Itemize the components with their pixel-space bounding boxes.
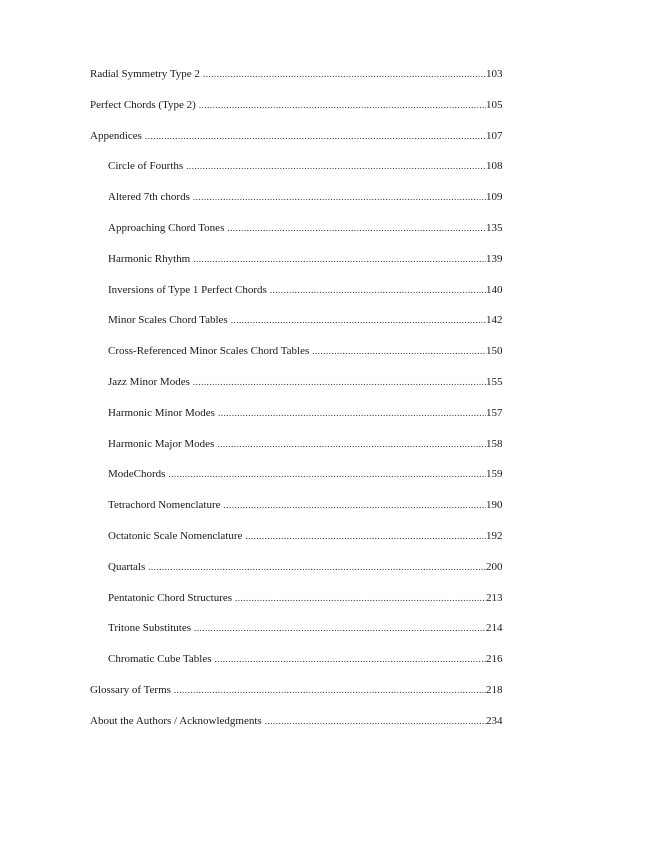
toc-entry-title: ModeChords bbox=[108, 468, 166, 481]
toc-entry-title: Radial Symmetry Type 2 bbox=[90, 68, 200, 80]
toc-entry-page-number: 218 bbox=[486, 683, 503, 696]
toc-entry-radial-symmetry-type-2 bbox=[0, 62, 648, 93]
toc-entry-title: Harmonic Major Modes bbox=[108, 437, 215, 450]
toc-entry-page-number: 158 bbox=[486, 437, 503, 450]
dot-leader bbox=[168, 467, 486, 481]
toc-entry-harmonic-major-modes bbox=[0, 432, 648, 463]
toc-entry-page-number: 140 bbox=[486, 283, 503, 296]
dot-leader bbox=[217, 437, 486, 451]
toc-entry-octatonic-scale-nomenclature bbox=[0, 524, 648, 555]
toc-entry-title: About the Authors / Acknowledgments bbox=[90, 714, 262, 727]
toc-entry-page-number: 214 bbox=[486, 622, 503, 635]
toc-entry-page-number: 103 bbox=[486, 68, 503, 80]
toc-entry-title: Appendices bbox=[90, 129, 142, 142]
toc-entry-page-number: 216 bbox=[486, 653, 503, 666]
toc-entry-page-number: 190 bbox=[486, 499, 503, 512]
dot-leader bbox=[215, 652, 486, 666]
toc-entry-title: Tetrachord Nomenclature bbox=[108, 499, 221, 512]
toc-entry-page-number: 150 bbox=[486, 345, 503, 358]
toc-entry-page-number: 105 bbox=[486, 98, 503, 111]
toc-entry-about-the-authors-acknowledgments bbox=[0, 709, 648, 740]
toc-entry-page-number: 234 bbox=[486, 714, 503, 727]
table-of-contents bbox=[0, 62, 648, 740]
toc-entry-title: Harmonic Rhythm bbox=[108, 252, 191, 265]
dot-leader bbox=[193, 190, 486, 204]
toc-entry-perfect-chords-type-2 bbox=[0, 93, 648, 124]
dot-leader bbox=[270, 283, 486, 297]
toc-entry-appendices bbox=[0, 124, 648, 155]
toc-entry-page-number: 108 bbox=[486, 160, 503, 173]
dot-leader bbox=[231, 313, 486, 327]
toc-entry-harmonic-rhythm bbox=[0, 247, 648, 278]
toc-entry-title: Perfect Chords (Type 2) bbox=[90, 98, 196, 111]
toc-entry-tritone-substitutes bbox=[0, 616, 648, 647]
toc-entry-title: Harmonic Minor Modes bbox=[108, 406, 215, 419]
dot-leader bbox=[193, 252, 486, 266]
toc-entry-title: Tritone Substitutes bbox=[108, 622, 192, 635]
toc-entry-title: Quartals bbox=[108, 560, 146, 573]
toc-entry-page-number: 213 bbox=[486, 591, 503, 604]
toc-entry-page-number: 135 bbox=[486, 221, 503, 234]
toc-entry-glossary-of-terms bbox=[0, 678, 648, 709]
toc-entry-title: Circle of Fourths bbox=[108, 160, 184, 173]
toc-entry-title: Jazz Minor Modes bbox=[108, 375, 190, 388]
dot-leader bbox=[174, 683, 486, 697]
toc-entry-pentatonic-chord-structures bbox=[0, 586, 648, 617]
toc-entry-tetrachord-nomenclature bbox=[0, 493, 648, 524]
dot-leader bbox=[193, 375, 486, 389]
toc-entry-title: Altered 7th chords bbox=[108, 191, 190, 204]
toc-entry-title: Inversions of Type 1 Perfect Chords bbox=[108, 283, 267, 296]
toc-entry-page-number: 155 bbox=[486, 375, 503, 388]
dot-leader bbox=[203, 67, 486, 81]
toc-entry-page-number: 157 bbox=[486, 406, 503, 419]
dot-leader bbox=[145, 129, 486, 143]
dot-leader bbox=[199, 98, 486, 112]
dot-leader bbox=[148, 560, 486, 574]
toc-entry-page-number: 107 bbox=[486, 129, 503, 142]
dot-leader bbox=[227, 221, 486, 235]
toc-entry-page-number: 159 bbox=[486, 468, 503, 481]
dot-leader bbox=[265, 714, 486, 728]
dot-leader bbox=[224, 498, 486, 512]
toc-entry-altered-7th-chords bbox=[0, 185, 648, 216]
dot-leader bbox=[312, 344, 486, 358]
toc-entry-modechords bbox=[0, 462, 648, 493]
dot-leader bbox=[194, 621, 486, 635]
toc-entry-page-number: 139 bbox=[486, 252, 503, 265]
toc-entry-page-number: 109 bbox=[486, 191, 503, 204]
toc-entry-inversions-of-type-1-perfect-chords bbox=[0, 278, 648, 309]
toc-entry-minor-scales-chord-tables bbox=[0, 308, 648, 339]
toc-entry-harmonic-minor-modes bbox=[0, 401, 648, 432]
toc-entry-title: Octatonic Scale Nomenclature bbox=[108, 529, 243, 542]
toc-entry-title: Minor Scales Chord Tables bbox=[108, 314, 228, 327]
dot-leader bbox=[186, 159, 486, 173]
toc-entry-page-number: 192 bbox=[486, 529, 503, 542]
toc-entry-title: Chromatic Cube Tables bbox=[108, 653, 212, 666]
dot-leader bbox=[235, 591, 486, 605]
toc-entry-approaching-chord-tones bbox=[0, 216, 648, 247]
toc-entry-page-number: 142 bbox=[486, 314, 503, 327]
toc-entry-page-number: 200 bbox=[486, 560, 503, 573]
toc-entry-title: Approaching Chord Tones bbox=[108, 221, 225, 234]
toc-entry-title: Cross-Referenced Minor Scales Chord Tables bbox=[108, 345, 310, 358]
toc-entry-jazz-minor-modes bbox=[0, 370, 648, 401]
toc-entry-title: Pentatonic Chord Structures bbox=[108, 591, 233, 604]
dot-leader bbox=[218, 406, 486, 420]
toc-entry-cross-referenced-minor-scales-chord-tables bbox=[0, 339, 648, 370]
dot-leader bbox=[245, 529, 486, 543]
toc-entry-quartals bbox=[0, 555, 648, 586]
toc-entry-title: Glossary of Terms bbox=[90, 683, 171, 696]
toc-entry-circle-of-fourths bbox=[0, 154, 648, 185]
toc-entry-chromatic-cube-tables bbox=[0, 647, 648, 678]
